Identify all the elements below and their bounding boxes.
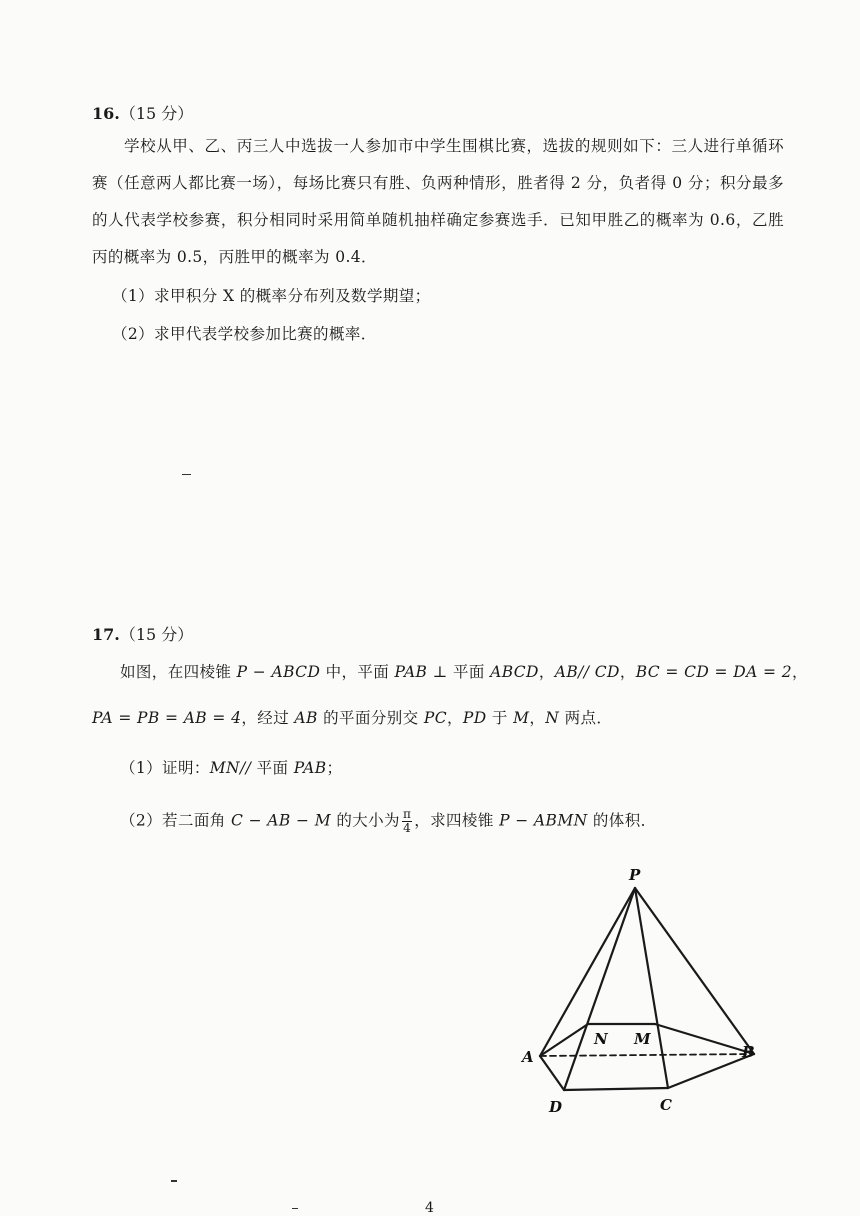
fraction-denominator: 4 — [403, 821, 412, 835]
scan-speck — [182, 474, 191, 475]
text: 的大小为 — [331, 811, 400, 830]
pyramid-diagram — [518, 862, 778, 1122]
math-lengths: BC = CD = DA = 2 — [635, 663, 792, 681]
text: ， — [529, 709, 546, 727]
q16-points: （15 分） — [119, 104, 194, 123]
q16-part2: （2）求甲代表学校参加比赛的概率． — [112, 325, 377, 343]
q17-stem-line2 — [92, 706, 612, 728]
math-lengths: PA = PB = AB = 4 — [92, 709, 242, 727]
text: ； — [326, 759, 343, 777]
edge-AD — [540, 1056, 564, 1090]
text: 两点． — [559, 709, 613, 727]
pyramid-figure — [518, 862, 778, 1122]
math-plane: PAB — [394, 663, 428, 681]
edge-PB — [635, 888, 754, 1054]
math-parallel: AB// CD — [554, 663, 620, 681]
text: 的体积． — [587, 811, 657, 830]
vertex-label-N: N — [594, 1030, 608, 1048]
text: ， — [538, 663, 555, 681]
vertex-label-M: M — [634, 1030, 651, 1048]
math-dihedral: C − AB − M — [231, 811, 331, 830]
math-pyramid: P − ABCD — [236, 663, 321, 681]
text: ， — [791, 663, 808, 681]
edge-MB — [655, 1024, 754, 1054]
text: ， — [446, 709, 463, 727]
text: （1）证明： — [120, 759, 210, 777]
edge-DC — [564, 1088, 668, 1090]
math-plane: PAB — [293, 759, 327, 777]
page-number: 4 — [425, 1200, 434, 1216]
text: 中，平面 — [320, 663, 395, 681]
q17-number: 17. — [92, 625, 120, 644]
q16-part1: （1）求甲积分 X 的概率分布列及数学期望； — [112, 287, 431, 305]
edge-AB-hidden — [540, 1054, 754, 1056]
scan-speck — [292, 1208, 298, 1209]
vertex-label-B: B — [742, 1043, 755, 1061]
math-point: N — [545, 709, 560, 727]
text: 平面 — [251, 759, 294, 777]
fraction-numerator: π — [402, 807, 412, 821]
vertex-label-C: C — [660, 1096, 672, 1114]
edge-PC — [635, 888, 668, 1088]
q17-part2 — [120, 808, 657, 835]
math-plane: ABCD — [490, 663, 539, 681]
q17-stem-line1 — [120, 660, 808, 682]
q16-number: 16. — [92, 104, 120, 123]
math-parallel: MN// — [209, 759, 252, 777]
edge-PD — [564, 888, 635, 1090]
text: ， — [619, 663, 636, 681]
vertex-label-P: P — [629, 866, 641, 884]
text: ，经过 — [241, 709, 295, 727]
vertex-label-D: D — [549, 1098, 563, 1116]
q17-points: （15 分） — [119, 625, 194, 644]
text: ，求四棱锥 — [414, 811, 500, 830]
fraction-pi-over-4 — [402, 808, 412, 835]
math-segment: AB — [294, 709, 318, 727]
q17-header — [92, 622, 193, 645]
math-segment: PD — [462, 709, 487, 727]
text: 于 — [486, 709, 514, 727]
q16-stem: 学校从甲、乙、丙三人中选拔一人参加市中学生围棋比赛，选拔的规则如下：三人进行单循环赛（任意两人都比赛一场），每场比赛只有胜、负两种情形，胜者得 2 分，负者得 0 分；积分最多的人代表学校参赛，积分相同时采用简单随机抽样确定参赛选手．已知甲胜乙的概率为 0.6，乙胜丙的概率为 0.5，丙胜甲的概率为 0.4． — [92, 137, 784, 266]
text: （2）若二面角 — [120, 811, 231, 830]
text: ⊥ 平面 — [427, 663, 491, 681]
q17-part1 — [120, 756, 342, 778]
scan-speck — [171, 1180, 177, 1182]
vertex-label-A: A — [522, 1048, 534, 1066]
edge-PA — [540, 888, 635, 1056]
text: 的平面分别交 — [317, 709, 424, 727]
q16-header — [92, 101, 193, 124]
math-pyramid: P − ABMN — [499, 811, 588, 830]
math-point: M — [513, 709, 530, 727]
math-segment: PC — [423, 709, 447, 727]
text: 如图，在四棱锥 — [120, 663, 237, 681]
